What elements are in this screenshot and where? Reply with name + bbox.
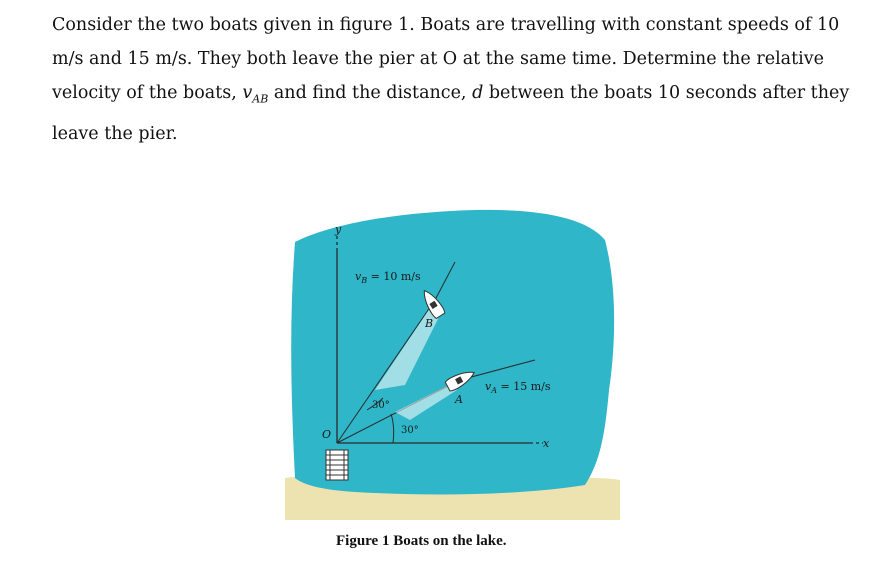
angle-label-upper: 30° <box>372 400 390 411</box>
boat-a-label: A <box>455 393 463 406</box>
x-axis-label: x <box>543 437 550 450</box>
figure-caption: Figure 1 Boats on the lake. <box>336 533 507 549</box>
boat-b-label: B <box>425 317 434 330</box>
relative-velocity-symbol: $v_{AB}$ <box>242 83 269 106</box>
problem-text-part1: Consider the two boats given in figure 1. Boats are travelling with constant speeds of 10 m/s and 15 m/s. They both leave the pier at O at the same time. Determine the relative velocity of the boats, <box>52 15 840 103</box>
angle-label-lower: 30° <box>401 425 419 436</box>
boats-figure <box>285 200 620 520</box>
pier-icon <box>326 450 348 480</box>
problem-statement <box>52 8 852 151</box>
y-axis-label: y <box>335 223 342 236</box>
origin-label: O <box>322 428 332 441</box>
distance-symbol: d <box>472 83 484 103</box>
vb-label: $v_B = 10$ m/s <box>355 270 421 285</box>
problem-text-part2: and find the distance, <box>268 83 473 103</box>
lake-diagram <box>285 200 620 520</box>
problem-text-part3: between the boats 10 seconds after they leave the pier. <box>52 83 850 144</box>
va-label: $v_A = 15$ m/s <box>485 380 551 395</box>
